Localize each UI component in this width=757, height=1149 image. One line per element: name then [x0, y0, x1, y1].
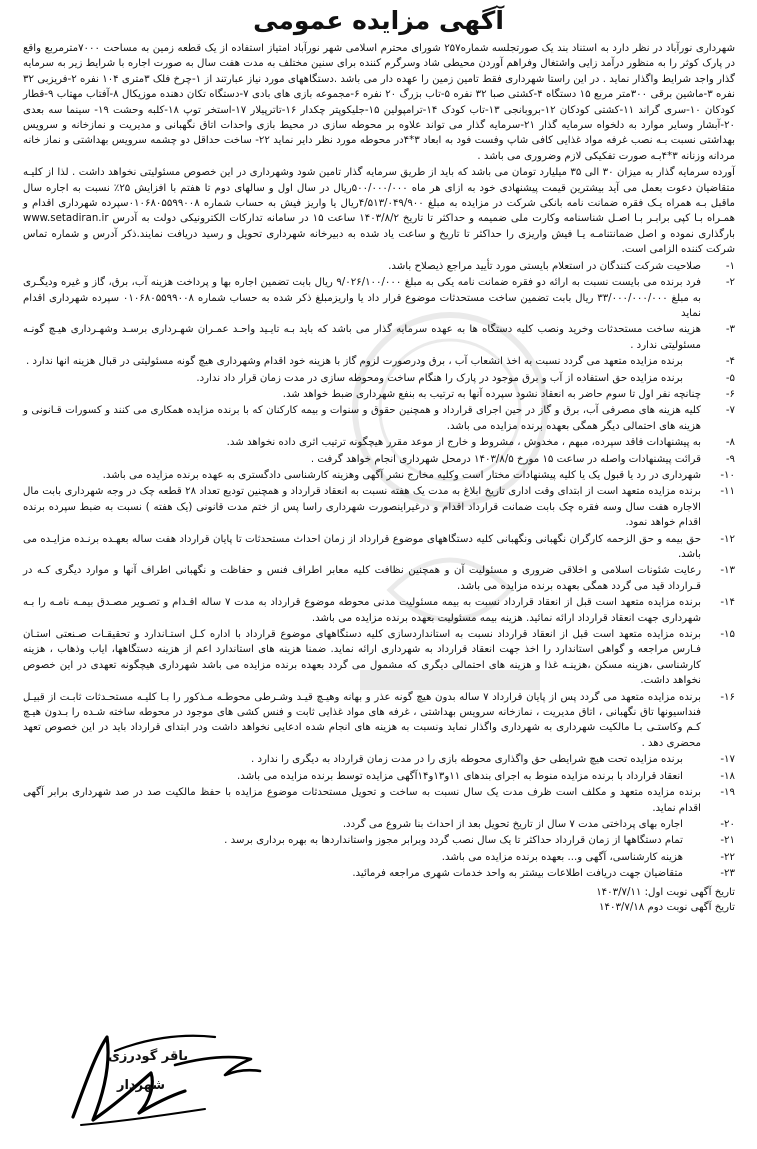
- condition-item: ۱۹- برنده مزایده متعهد و مکلف است ظرف مدت یک سال نسبت به ساخت و تحویل مستحدثات موضوع مزایده با حفظ مالکیت صد در صد شهرداری برابر آگهی اقدام نماید.: [23, 787, 735, 814]
- condition-item: ۲۱- تمام دستگاهها از زمان قرارداد حداکثر تا یک سال نصب گردد وبرابر مجوز واستانداردها به بهره برداری برسد .: [224, 835, 735, 847]
- condition-item: ۲۲- هزینه کارشناسی، آگهی و... بعهده برنده مزایده می باشد.: [441, 851, 735, 863]
- condition-item: ۱۱- برنده مزایده متعهد است از ابتدای وقت اداری تاریخ ابلاغ به مدت یک هفته نسبت به انعقاد قرارداد و همچنین تودیع تعداد ۲۸ قطعه چک در وجه شهرداری بابت مال الاجاره هفت سال وسه فقره چک بابت ضمانت قرارداد اقدام و درغیراینصورت شهرداری راسا پس از ختم مدت قانونی (یک هفته ) نسبت به ضبط سپرده برنده اقدام خواهد نمود.: [23, 486, 735, 529]
- condition-item: ۱- صلاحیت شرکت کنندگان در استعلام بایستی مورد تأیید مراجع ذیصلاح باشد.: [388, 260, 735, 272]
- condition-item: ۲- فرد برنده می بایست نسبت به ارائه دو فقره ضمانت نامه یکی به مبلغ ۹/۰۲۶/۱۰۰/۰۰۰ ریال بابت تضمین اجاره بها و پرداخت هزینه آب، برق، گاز و غیره ودیگـری به مبلغ ۳۳/۰۰۰/۰۰۰/۰۰۰ ریال بابت تضمین ساخت مستحدثات موضوع قرار داد یا واریزمبلغ ذکر شده به حساب شماره ۰۱۰۶۸۰۵۵۹۹۰۰۸ سپرده شهرداری اقدام نماید: [23, 277, 735, 319]
- condition-item: ۱۵- برنده مزایده متعهد است قبل از انعقاد قرارداد نسبت به استانداردسازی کلیه دستگاههای موضوع قرارداد با اداره کـل استـاندارد و تحقیقـات صـنعتی استـان فـارس مراجعه و گواهی استاندارد را اخذ جهت انعقاد قرارداد به شهرداری ارائه نماید. ضمنا هزینه های استاندارد اعم از هزینه دستگاهها، ایاب وذهاب ، هزینه کارشناسی ،هزینه مسکن ،هزینـه غذا و هزینه های احتمالی دیگری که مشمول می گردد بعهده برنده مزایده می باشد شهرداری هیچگونه تعهدی در این خصوص نخواهد داشت.: [23, 629, 735, 687]
- condition-item: ۳- هزینه ساخت مستحدثات وخرید ونصب کلیه دستگاه ها به عهده سرمایه گذار می باشد که باید بـه تایـید واحـد عمـران شهـرداری برسـد وشهـرداری هیـچ گونـه مسئولیتی ندارد .: [23, 324, 735, 351]
- condition-item: ۶- چنانچه نفر اول تا سوم حاضر به انعقاد نشود سپرده آنها به ترتیب به بنفع شهرداری ضبط خواهد شد.: [282, 388, 735, 400]
- publication-dates: [23, 885, 735, 915]
- second-publication-date: تاریخ آگهی نوبت دوم ۱۴۰۳/۷/۱۸: [599, 901, 735, 913]
- signatory-name: باقر گودرزی: [108, 1049, 189, 1064]
- condition-item: ۱۷- برنده مزایده تحت هیچ شرایطی حق واگذاری محوطه بازی را در مدت زمان قرارداد به دیگری را ندارد .: [250, 754, 735, 766]
- intro-paragraph: شهرداری نورآباد در نظر دارد به استناد بند یک صورتجلسه شماره۲۵۷ شورای محترم اسلامی شهر نورآباد امتیاز استفاده از یک قطعه زمین به مساحت ۷۰۰۰مترمربع واقع در پارک کوثر را به منظور درآمد زایی واشتغال وفراهم آوردن محیطی شاد وسرگرم کننده برای سنین مختلف به مدت هفت سال به صورت اجاره با شرایط زیر به سرمایه گذار واجد شرایط واگذار نماید . در این راستا شهرداری فقط تامین زمین را عهده دار می باشد .دستگاههای مورد نیاز عبارتند از ۱-چرخ فلک ۳متری ۱۰۴ نفره ۲-فریزبی ۳۲ نفره ۳-ماشین برقی ۳۰۰متر مربع ۱۵ دستگاه ۴-کشتی صبا ۳۲ نفره ۵-تاب بزرگ ۲۰ نفره ۶-مجموعه بازی های بادی ۷-دستگاه تکان دهنده موزیکال ۸-آفتاب مهتاب ۹-قطار کودکان ۱۰-سری گراند ۱۱-کشتی کودکان ۱۲-بروبانجی ۱۳-تاب کودک ۱۴-ترامپولین ۱۵-جلیکوپتر چکدار ۱۶-تاترپیلار ۱۷-استخر توپ ۱۸-کلبه وحشت ۱۹- سینما سه بعدی ۲۰-آبشار وسایر موارد به دلخواه سرمایه گذار ۲۱-سرمایه گذار می تواند علاوه بر محوطه سازی در محیط بازی واحدات اتاق نگهبانی و مدیریت و نمازخانه و سرویس بهداشتی نسبت بـه نصب غرفه مواد غذایی کافی شاپ وفست فود به ابعاد ۳*۴در محوطه مورد نظر دایر نماید ۲۲- ساخت حداقل دو چشمه سرویس بهداشتی و نماز خانه مردانه وزنانه ۳*۴بـه صورت تفکیکی لازم وضروری می باشد .: [23, 43, 736, 162]
- condition-item: ۵- برنده مزایده حق استفاده از آب و برق موجود در پارک را هنگام ساخت ومحوطه سازی در مدت زمان قرار داد ندارد.: [196, 372, 735, 384]
- intro-paragraph-2: آورده سرمایه گذار به میزان ۳۰ الی ۳۵ میلیارد تومان می باشد که باید از طریق سرمایه گذار تامین شود وشهرداری در این خصوص مسئولیتی نخواهد داشت . لذا از کلیـه متقاضیان دعوت بعمل می آید بیشترین قیمت پیشنهادی خود به ازای هر ماه ۵۰۰/۰۰۰/۰۰۰ریال در سال اول و سالهای دوم تا هفتم با افزایش ۲۵٪ نسبت به اجاره سال ماقبل بـه همراه یـک فقره ضمانت نامه بانکی شرکت در مزایده به مبلغ ۴/۵۱۳/۰۴۹/۹۰۰ریال یا واریز فیش به حساب شماره ۰۱۰۶۸۰۵۵۹۹۰۰۸سپرده شهرداری اقدام و همـراه بـا کپی برابـر بـا اصـل شناسنامه وکارت ملی ضمیمه و حداکثر تا تاریخ ۱۴۰۳/۸/۲ ساعت ۱۵ در سامانه تدارکات الکترونیکی دولت به آدرس www.setadiran.ir بارگذاری نموده و اصل ضمانتنامـه یـا فیش واریزی را حداکثر تا تاریخ و ساعت یاد شده به دبیرخانه شهرداری تحویل و رسید دریافت نمایند.ذکر آدرس و شماره تماس شرکت کننده الزامی است.: [23, 167, 736, 256]
- condition-item: ۱۶- برنده مزایده متعهد می گردد پس از پایان قرارداد ۷ ساله بدون هیچ گونه عذر و بهانه وهیـچ قیـد وشـرطی محوطـه مـذکور را بـا کلیـه مستحـدثات ثابـت از قبیـل فنداسیونها تاق نگهبانی ، اتاق مدیریت ، نمازخانه سرویس بهداشتی ، غرفه های مواد غذایی ثابت و فنس کشی های موجود در محوطه ساخته شـده را بـدون هیـچ کـم وکاستـی بـا مالکیت شهرداری به شهرداری واگذار نماید ونسبت به هزینه های انجام شده ادعایی نخواهد داشت ودر ابتدای قرارداد باید در این خصوص تعهد محضری دهد .: [23, 691, 735, 749]
- condition-item: ۹- قرائت پیشنهادات واصله در ساعت ۱۵ مورخ ۱۴۰۳/۸/۵ درمحل شهرداری انجام خواهد گرفت .: [310, 453, 735, 465]
- condition-item: ۱۴- برنده مزایده متعهد است قبل از انعقاد قرارداد نسبت به بیمه مسئولیت مدنی محوطه موضوع قرارداد به مدت ۷ ساله اقـدام و تصـویر مصـدق بیمـه نامـه را بـه شهرداری جهت انعقاد قرارداد ارائه نمائید. هزینه بیمه مسئولیت بعهده برنده مزایده می باشد.: [23, 597, 735, 624]
- page-title: آگهی مزایده عمومی: [253, 6, 504, 35]
- first-publication-date: تاریخ آگهی نوبت اول: ۱۴۰۳/۷/۱۱: [596, 886, 735, 898]
- signature-graphic: [55, 1025, 285, 1130]
- condition-item: ۸- به پیشنهادات فاقد سپرده، مبهم ، مخدوش ، مشروط و خارج از موعد مقرر هیچگونه ترتیب اثری داده نخواهد شد.: [226, 437, 735, 449]
- condition-item: ۱۲- حق بیمه و حق الزحمه کارگران نگهبانی ونگهبانی کلیه دستگاههای موضوع قرارداد از زمان احداث مستحدثات تا پایان قرارداد هفت ساله بعهـده برنـده مزایـده می باشد.: [23, 533, 735, 560]
- condition-item: ۲۳- متقاضیان جهت دریافت اطلاعات بیشتر به واحد خدمات شهری مراجعه فرمائید.: [352, 868, 735, 880]
- condition-item: ۱۳- رعایت شئونات اسلامی و اخلاقی ضروری و مسئولیت آن و همچنین نظافت کلیه معابر اطراف فنس و حفاظت و نگهبانی اطراف آنها و موارد دیگری کـه در قـرارداد قید می گردد همگی بعهده برنده مزایده می باشد.: [23, 565, 735, 592]
- condition-item: ۴- برنده مزایده متعهد می گردد نسبت به اخذ انشعاب آب ، برق ودرصورت لزوم گاز با هزینه خود اقدام وشهرداری هیچ گونه مسئولیتی در قبال هزینه انها ندارد .: [25, 356, 735, 368]
- notice-body: [23, 41, 735, 915]
- condition-item: ۷- کلیه هزینه های مصرفی آب، برق و گاز در حین اجرای قرارداد و همچنین حقوق و سنوات و بیمه کارکنان که با برنده مزایده همکاری می کنند و کسورات قـانونی و هزینه های احتمالی دیگر همگی بعهده برنده مزایده می باشد.: [23, 405, 735, 432]
- signatory-title: شهردار: [117, 1078, 166, 1093]
- condition-item: ۱۸- انعقاد قرارداد با برنده مزایده منوط به اجرای بندهای ۱۱و۱۳و۱۴آگهی مزایده توسط برنده مزایده می باشد.: [237, 770, 735, 782]
- condition-item: ۱۰- شهرداری در رد یا قبول یک یا کلیه پیشنهادات مختار است وکلیه مخارج نشر آگهی وهزینه کارشناسی دادگستری به عهده برنده مزایده می باشد.: [102, 469, 735, 481]
- condition-item: ۲۰- اجاره بهای پرداختی مدت ۷ سال از تاریخ تحویل بعد از احداث بنا شروع می گردد.: [342, 818, 735, 830]
